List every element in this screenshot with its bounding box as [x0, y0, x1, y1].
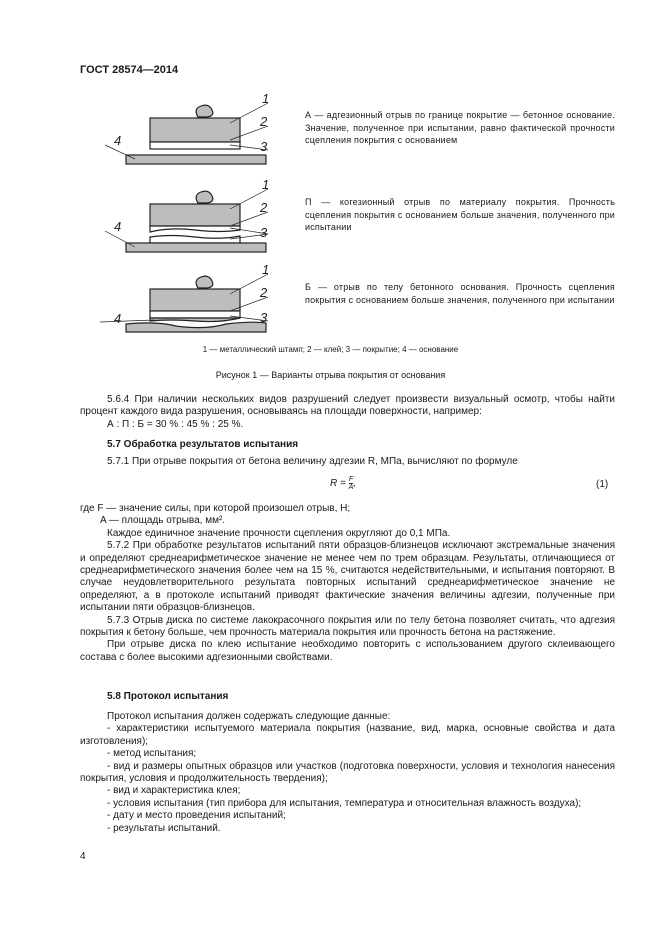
paragraph-5-7-3: 5.7.3 Отрыв диска по системе лакокрасочного покрытия или по телу бетона позволяет считать, что адгезия покрытия к бетону больше, чем прочность материала покрытия или прочность бетона на растяжение.: [80, 614, 615, 639]
ratio: А : П : Б = 30 % : 45 % : 25 %.: [107, 418, 244, 430]
svg-text:4: 4: [114, 219, 122, 234]
metal-stamp: [150, 118, 240, 142]
stamp-knob: [196, 276, 213, 288]
paragraph: 5.7.1 При отрыве покрытия от бетона величину адгезии R, МПа, вычисляют по формуле: [107, 456, 518, 467]
page-number: 4: [80, 851, 86, 862]
svg-text:2: 2: [260, 200, 268, 215]
formula-comma: ,: [353, 478, 357, 490]
list-item: - условия испытания (тип прибора для испытания, температура и относительная влажность воздуха);: [107, 797, 582, 809]
list-item: - метод испытания;: [107, 748, 197, 760]
svg-text:1: 1: [262, 177, 270, 192]
svg-text:1: 1: [262, 262, 270, 277]
figure-caption: Рисунок 1 — Варианты отрыва покрытия от основания: [215, 370, 446, 380]
stamp-knob: [196, 191, 213, 203]
where-a-end: .: [222, 515, 226, 527]
paragraph-5-7-2: 5.7.2 При обработке результатов испытаний пяти образцов-близнецов исключают экстремальные значения и определяют среднеарифметическое значение не менее чем по трем образцам. Результаты, отличающиеся от среднеарифметического значения более чем на 15 %, считаются недействительными, и испытания повторяют. В случае неудовлетворительного результата повторных испытаний среднеарифметическое значение не определяют, а в протоколе испытаний приводят фактические значения величины адгезии, полученные при испытании пяти образцов-близнецов.: [80, 540, 615, 614]
label-3: 3: [260, 139, 268, 154]
stamp-knob: [196, 105, 213, 117]
paragraph-glue: При отрыве диска по клею испытание необходимо повторить с использованием другого склеивающего состава с более высокими адгезионными свойствами.: [80, 639, 615, 663]
list-item: - дату и место проведения испытаний;: [107, 810, 286, 822]
formula-lhs: R =: [330, 478, 346, 490]
figure-diagram: [100, 85, 300, 345]
paragraph: Протокол испытания должен содержать следующие данные:: [107, 711, 391, 722]
section-5-6-4: [80, 394, 615, 431]
list-item: - вид и размеры опытных образцов или участков (подготовка поверхности, условия и технология нанесения покрытия, условия и продолжительность твердения);: [80, 760, 615, 785]
figure-key: 1 — металлический штамп; 2 — клей; 3 — покрытие; 4 — основание: [202, 345, 459, 354]
coating: [150, 142, 240, 149]
where-a-line: [80, 515, 615, 527]
diagram-base-failure: [126, 276, 266, 332]
formula-explanation: [80, 503, 615, 664]
legend-a: А — адгезионный отрыв по границе покрытие — бетонное основание. Значение, полученное при испытании, равно фактической прочности сцепления покрытия с основанием: [305, 110, 615, 145]
base: [126, 243, 266, 252]
base: [126, 155, 266, 164]
formula: [330, 476, 356, 491]
base: [126, 322, 266, 332]
legend-p: П — когезионный отрыв по материалу покрытия. Прочность сцепления покрытия с основанием больше значения, полученного при испытании: [305, 197, 615, 232]
coating-upper: [150, 226, 240, 232]
document-header: ГОСТ 28574—2014: [80, 64, 179, 76]
paragraph: 5.6.4 При наличии нескольких видов разрушений следует произвести визуальный осмотр, чтобы найти процент каждого вида разрушения, основываясь на площади поверхности, например:: [80, 394, 615, 418]
metal-stamp: [150, 204, 240, 226]
heading-5-8: 5.8 Протокол испытания: [107, 691, 229, 702]
list-item: - результаты испытаний.: [107, 822, 221, 834]
label-4: 4: [114, 133, 122, 148]
numerator: F: [348, 476, 354, 483]
svg-text:3: 3: [260, 225, 268, 240]
coating-lower: [150, 236, 240, 244]
metal-stamp: [150, 289, 240, 311]
svg-text:4: 4: [114, 311, 122, 326]
where-a: A — площадь отрыва, мм²: [100, 515, 223, 527]
rounding: Каждое единичное значение прочности сцепления округляют до 0,1 МПа.: [107, 527, 451, 539]
coating: [150, 311, 240, 318]
list-item: - характеристики испытуемого материала покрытия (название, вид, марка, основные свойства и дата изготовления);: [80, 723, 615, 747]
base-fragment: [150, 318, 240, 322]
where-f: где F — значение силы, при которой произошел отрыв, Н;: [80, 503, 351, 514]
diagram-cohesive-failure: [126, 191, 266, 252]
label-1: 1: [262, 91, 270, 106]
svg-text:2: 2: [260, 285, 268, 300]
section-5-8: [80, 711, 615, 835]
label-2: 2: [260, 114, 268, 129]
denominator: A: [348, 484, 354, 491]
svg-text:3: 3: [260, 310, 268, 325]
list-item: - вид и характеристика клея;: [107, 785, 241, 797]
heading-5-7: 5.7 Обработка результатов испытания: [107, 439, 299, 450]
equation-number: (1): [596, 479, 609, 490]
legend-b: Б — отрыв по телу бетонного основания. Прочность сцепления покрытия с основанием больше значения, полученного при испытании: [305, 282, 615, 305]
section-5-7-1: [80, 456, 615, 468]
